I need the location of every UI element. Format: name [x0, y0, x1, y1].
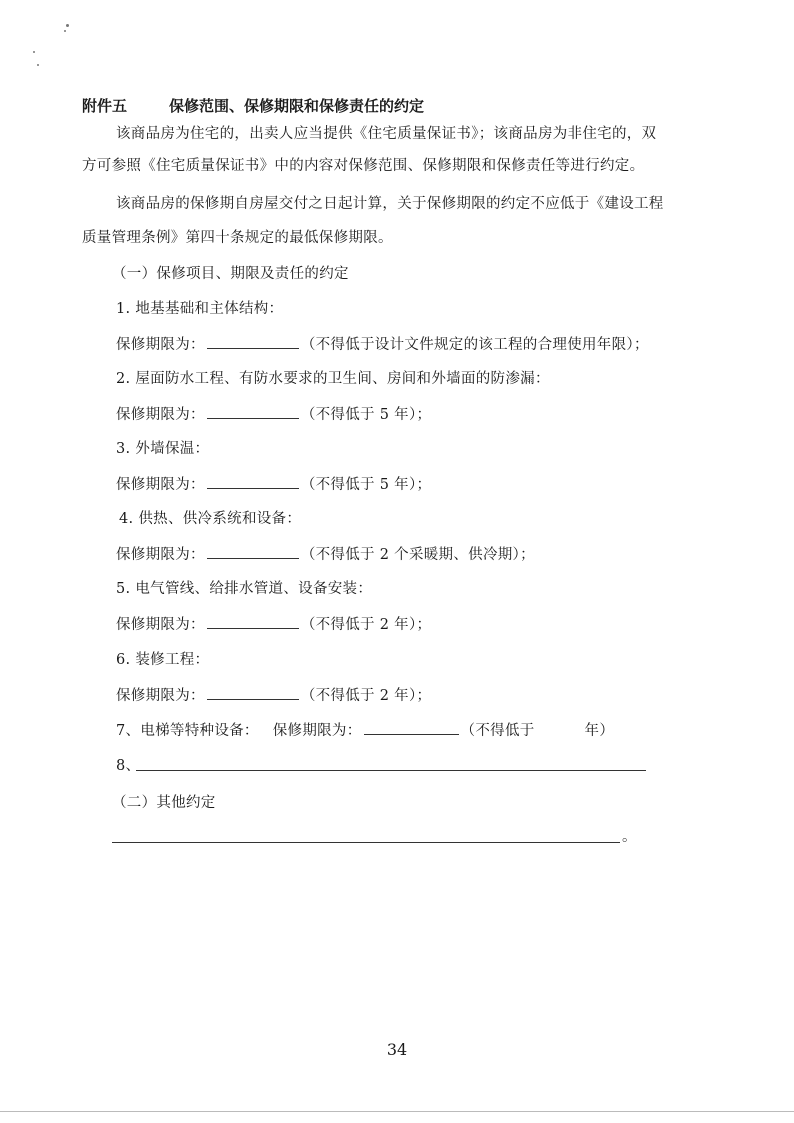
item-6-period-row: [116, 685, 431, 706]
intro-paragraph-1-line-1: 该商品房为住宅的，出卖人应当提供《住宅质量保证书》；该商品房为非住宅的，双: [116, 126, 657, 142]
annex-title: 保修范围、保修期限和保修责任的约定: [169, 97, 425, 115]
item-1-name: 1. 地基基础和主体结构：: [116, 301, 284, 317]
item-2-period-row: [116, 404, 431, 425]
period-label: 保修期限为：: [116, 337, 205, 353]
item-7-row: [116, 720, 614, 741]
scan-speck: [64, 30, 66, 32]
annex-label: 附件五: [82, 97, 128, 115]
item-4-note: （不得低于 2 个采暖期、供冷期）；: [300, 547, 535, 563]
period-label: 保修期限为：: [116, 477, 205, 493]
intro-paragraph-2-line-2: 质量管理条例》第四十条规定的最低保修期限。: [82, 230, 393, 246]
item-7-name: 7、电梯等特种设备：: [116, 723, 259, 739]
item-6-note: （不得低于 2 年）；: [300, 688, 432, 704]
item-5-note: （不得低于 2 年）；: [300, 617, 432, 633]
item-1-period-row: [116, 334, 649, 355]
item-4-period-row: [116, 544, 535, 565]
item-2-name: 2. 屋面防水工程、有防水要求的卫生间、房间和外墙面的防渗漏：: [116, 371, 550, 387]
item-5-period-row: [116, 614, 431, 635]
period-label: 保修期限为：: [116, 617, 205, 633]
item-4-period-blank[interactable]: [207, 544, 299, 559]
item-4-name: 4. 供热、供冷系统和设备：: [119, 511, 302, 527]
other-agreement-end-mark: 。: [622, 829, 637, 845]
scan-speck: [66, 24, 69, 27]
page-number: 34: [386, 1040, 408, 1059]
scan-speck: [33, 51, 35, 53]
item-3-note: （不得低于 5 年）；: [300, 477, 432, 493]
item-3-name: 3. 外墙保温：: [116, 441, 210, 457]
intro-paragraph-1-line-2: 方可参照《住宅质量保证书》中的内容对保修范围、保修期限和保修责任等进行约定。: [82, 158, 645, 174]
other-agreement-blank[interactable]: [112, 842, 620, 843]
item-7-period-blank[interactable]: [364, 720, 459, 735]
period-label: 保修期限为：: [116, 407, 205, 423]
item-2-period-blank[interactable]: [207, 404, 299, 419]
section-1-title: （一）保修项目、期限及责任的约定: [112, 266, 349, 282]
period-label: 保修期限为：: [116, 688, 205, 704]
annex-heading: [82, 95, 424, 116]
footer-rule: [0, 1111, 794, 1112]
item-3-period-row: [116, 474, 431, 495]
item-8-blank[interactable]: [136, 770, 646, 771]
item-1-note: （不得低于设计文件规定的该工程的合理使用年限）；: [300, 337, 649, 353]
item-2-note: （不得低于 5 年）；: [300, 407, 432, 423]
intro-paragraph-2-line-1: 该商品房的保修期自房屋交付之日起计算，关于保修期限的约定不应低于《建设工程: [116, 196, 664, 212]
section-2-title: （二）其他约定: [112, 795, 216, 811]
item-8-label: 8、: [116, 758, 141, 774]
scan-speck: [37, 64, 39, 66]
item-6-name: 6. 装修工程：: [116, 652, 210, 668]
item-3-period-blank[interactable]: [207, 474, 299, 489]
item-5-name: 5. 电气管线、给排水管道、设备安装：: [116, 581, 373, 597]
period-label: 保修期限为：: [116, 547, 205, 563]
item-7-note-end: 年）: [584, 723, 615, 739]
item-7-note-start: （不得低于: [460, 723, 535, 739]
item-5-period-blank[interactable]: [207, 614, 299, 629]
item-1-period-blank[interactable]: [207, 334, 299, 349]
item-6-period-blank[interactable]: [207, 685, 299, 700]
item-7-period-label: 保修期限为：: [272, 723, 362, 739]
